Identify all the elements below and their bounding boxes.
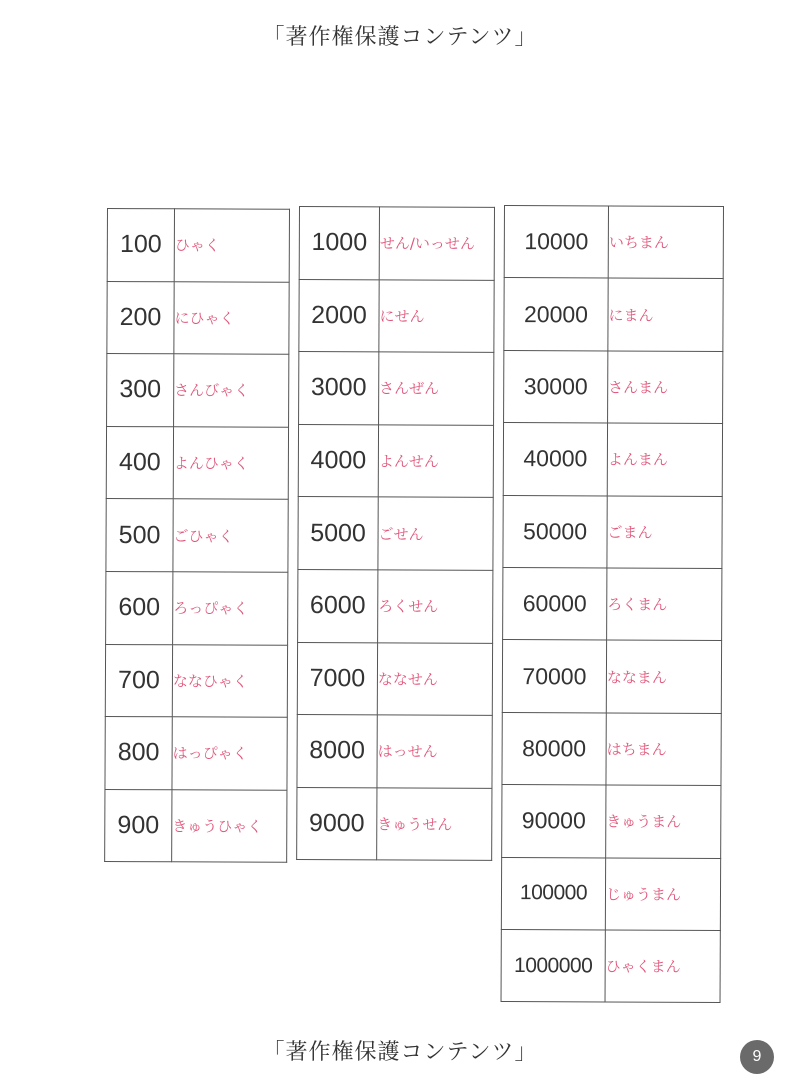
reading-cell: ななまん — [606, 640, 721, 713]
ten-thousands-table — [501, 205, 724, 1003]
number-cell: 400 — [106, 426, 173, 499]
number-cell: 80000 — [502, 712, 606, 785]
table-row — [106, 571, 288, 644]
reading-cell: きゅうひゃく — [172, 790, 287, 863]
reading-cell: ごひゃく — [173, 499, 288, 572]
number-cell: 5000 — [298, 497, 378, 570]
reading-cell: ななひゃく — [172, 644, 287, 717]
reading-cell: きゅうせん — [377, 788, 492, 861]
reading-cell: よんひゃく — [173, 427, 288, 500]
thousands-table — [296, 206, 495, 861]
number-cell: 9000 — [297, 787, 377, 860]
reading-cell: ろっぴゃく — [173, 572, 288, 645]
table-row — [105, 717, 287, 790]
number-cell: 1000000 — [501, 929, 605, 1002]
reading-cell: はちまん — [606, 713, 721, 786]
table-row — [504, 206, 723, 279]
number-cell: 6000 — [298, 569, 378, 642]
number-cell: 10000 — [504, 206, 608, 279]
number-cell: 7000 — [297, 642, 377, 715]
reading-cell: ろくまん — [607, 568, 722, 641]
number-cell: 2000 — [299, 279, 379, 352]
table-row — [297, 715, 492, 788]
number-cell: 100000 — [501, 857, 605, 930]
table-row — [299, 352, 494, 425]
table-row — [503, 423, 722, 496]
table-row — [504, 350, 723, 423]
reading-cell: にまん — [608, 278, 723, 351]
table-row — [503, 567, 722, 640]
table-row — [299, 279, 494, 352]
number-cell: 700 — [105, 644, 172, 717]
hundreds-table — [104, 208, 290, 863]
reading-cell: ごせん — [378, 497, 493, 570]
number-cell: 100 — [107, 209, 174, 282]
number-cell: 1000 — [299, 207, 379, 280]
table-row — [298, 424, 493, 497]
number-cell: 600 — [106, 571, 173, 644]
reading-cell: じゅうまん — [605, 857, 720, 930]
reading-cell: ごまん — [607, 496, 722, 569]
table-row — [297, 787, 492, 860]
table-row — [107, 354, 289, 427]
reading-cell: さんびゃく — [174, 354, 289, 427]
table-row — [298, 497, 493, 570]
reading-cell: にひゃく — [174, 281, 289, 354]
reading-cell: さんまん — [608, 351, 723, 424]
number-cell: 200 — [107, 281, 174, 354]
number-cell: 50000 — [503, 495, 607, 568]
table-row — [503, 495, 722, 568]
table-row — [105, 644, 287, 717]
table-row — [501, 857, 720, 930]
number-cell: 8000 — [297, 715, 377, 788]
number-cell: 40000 — [503, 423, 607, 496]
reading-cell: よんまん — [607, 423, 722, 496]
table-row — [502, 785, 721, 858]
number-cell: 90000 — [502, 785, 606, 858]
table-row — [107, 209, 289, 282]
number-cell: 60000 — [503, 567, 607, 640]
reading-cell: ひゃくまん — [605, 930, 720, 1003]
number-cell: 500 — [106, 499, 173, 572]
reading-cell: にせん — [379, 279, 494, 352]
table-row — [106, 499, 288, 572]
number-cell: 20000 — [504, 278, 608, 351]
number-cell: 900 — [105, 789, 172, 862]
reading-cell: はっせん — [377, 715, 492, 788]
table-row — [106, 426, 288, 499]
reading-cell: きゅうまん — [606, 785, 721, 858]
table-row — [502, 640, 721, 713]
table-row — [501, 929, 720, 1002]
table-row — [298, 569, 493, 642]
number-cell: 300 — [107, 354, 174, 427]
reading-cell: ななせん — [377, 642, 492, 715]
reading-cell: さんぜん — [379, 352, 494, 425]
reading-cell: よんせん — [378, 425, 493, 498]
header-watermark: 「著作権保護コンテンツ」 — [262, 25, 538, 50]
table-row — [504, 278, 723, 351]
number-cell: 4000 — [298, 424, 378, 497]
page-number-badge: 9 — [740, 1040, 774, 1074]
reading-cell: せん/いっせん — [379, 207, 494, 280]
reading-cell: ひゃく — [174, 209, 289, 282]
footer-watermark: 「著作権保護コンテンツ」 — [262, 1040, 538, 1065]
reading-cell: はっぴゃく — [172, 717, 287, 790]
number-cell: 800 — [105, 717, 172, 790]
table-row — [107, 281, 289, 354]
number-cell: 3000 — [299, 352, 379, 425]
table-row — [502, 712, 721, 785]
table-row — [299, 207, 494, 280]
table-row — [297, 642, 492, 715]
number-cell: 30000 — [504, 350, 608, 423]
reading-cell: ろくせん — [378, 570, 493, 643]
reading-cell: いちまん — [608, 206, 723, 279]
table-row — [105, 789, 287, 862]
number-cell: 70000 — [502, 640, 606, 713]
